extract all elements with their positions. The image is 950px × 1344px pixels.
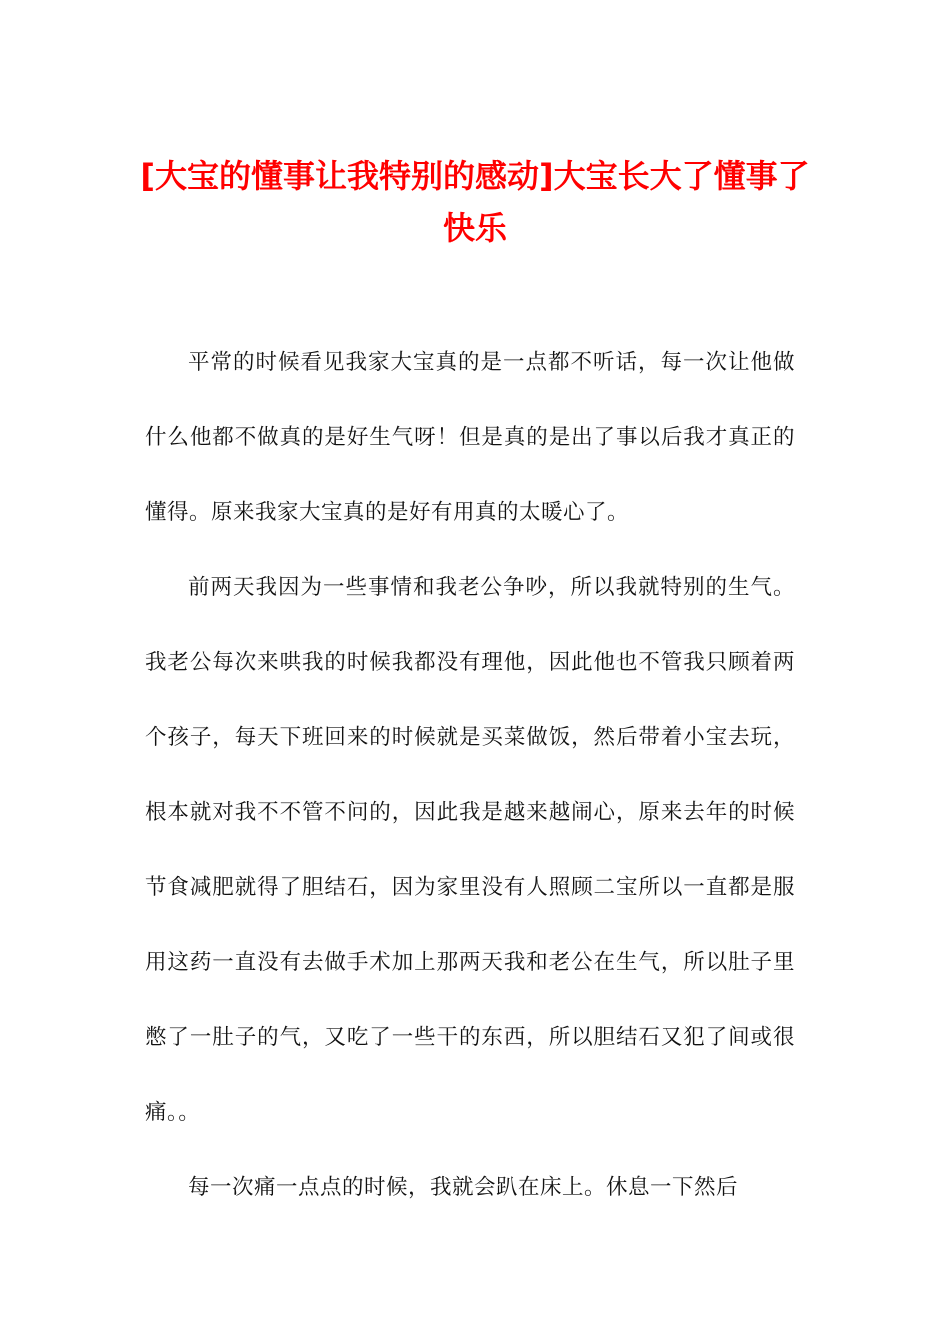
- paragraph: 前两天我因为一些事情和我老公争吵，所以我就特别的生气。我老公每次来哄我的时候我都没有理他，因此他也不管我只顾着两个孩子，每天下班回来的时候就是买菜做饭，然后带着小宝去玩，根本就对我不不管不问的，因此我是越来越闹心，原来去年的时候节食减肥就得了胆结石，因为家里没有人照顾二宝所以一直都是服用这药一直没有去做手术加上那两天我和老公在生气，所以肚子里憋了一肚子的气，又吃了一些干的东西，所以胆结石又犯了间或很痛。。: [145, 575, 795, 1125]
- document-body: [145, 325, 795, 1225]
- document-title: [大宝的懂事让我特别的感动]大宝长大了懂事了快乐: [140, 157, 810, 247]
- paragraph: 每一次痛一点点的时候，我就会趴在床上。休息一下然后: [188, 1175, 739, 1200]
- paragraph: 平常的时候看见我家大宝真的是一点都不听话，每一次让他做什么他都不做真的是好生气呀！但是真的是出了事以后我才真正的懂得。原来我家大宝真的是好有用真的太暖心了。: [145, 350, 795, 525]
